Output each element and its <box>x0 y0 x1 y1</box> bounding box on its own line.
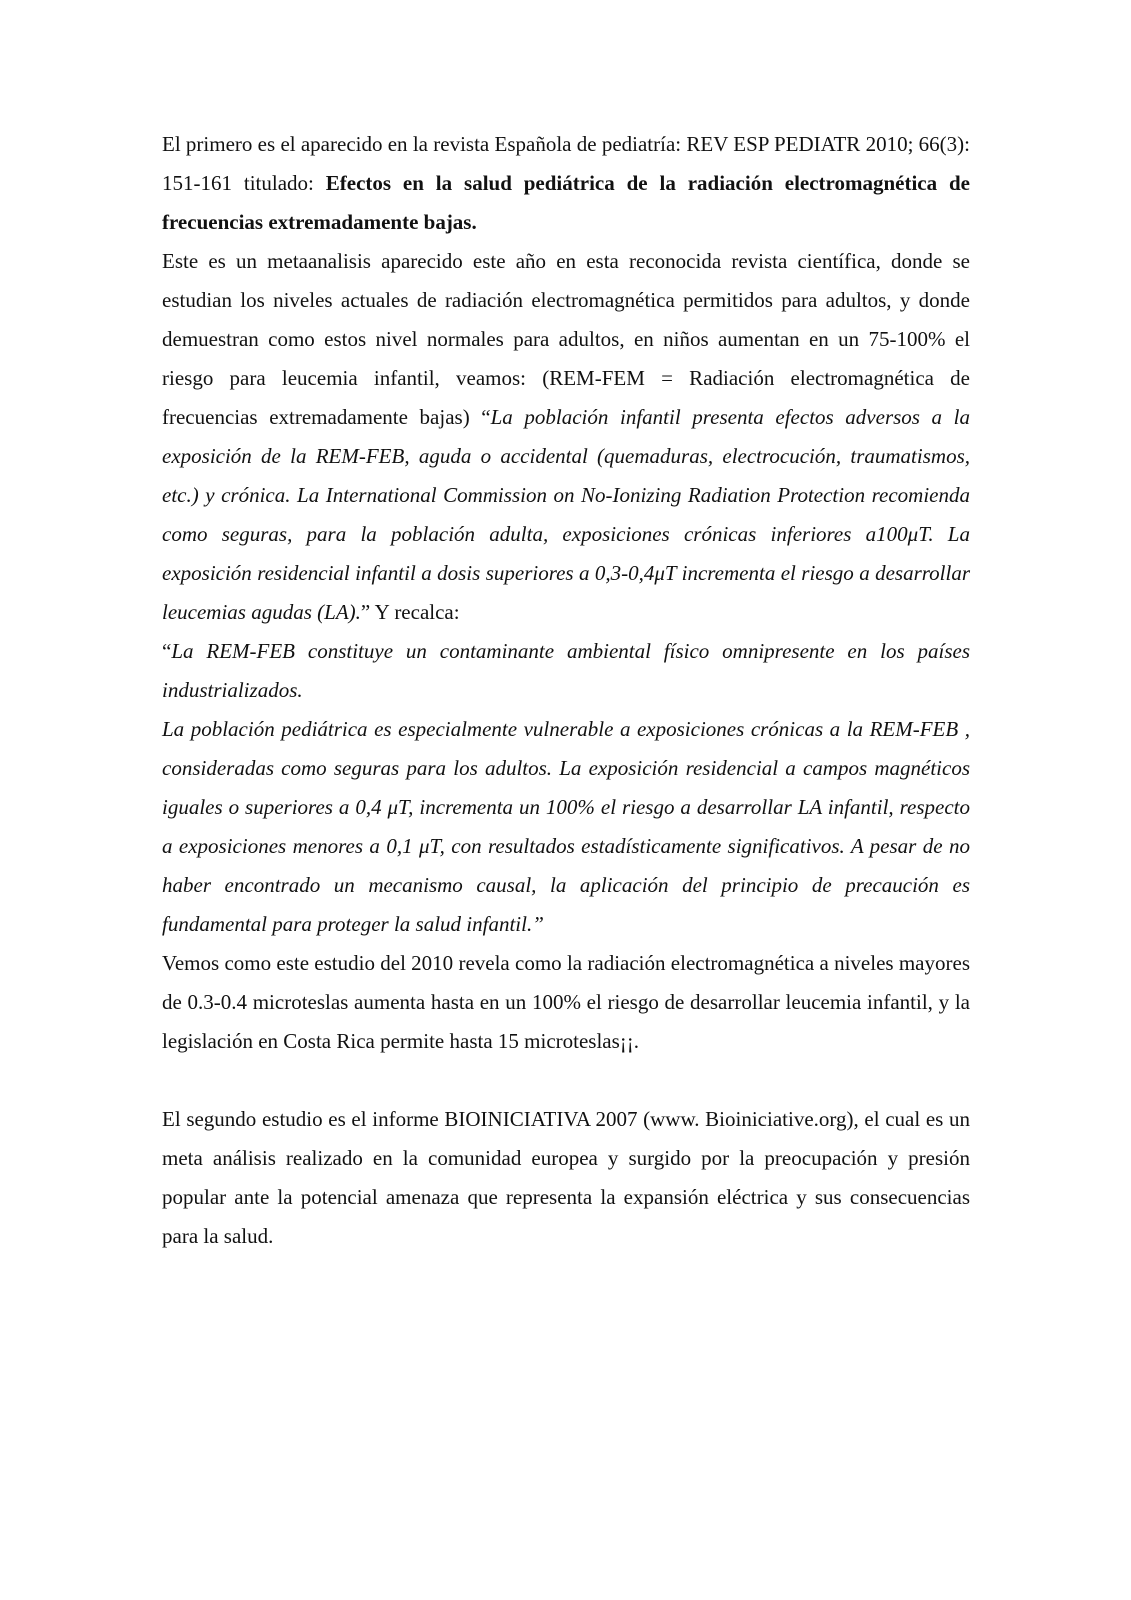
paragraph-study-one-intro <box>162 125 970 242</box>
paragraph-quote-pediatric <box>162 710 970 944</box>
quote-rem-feb-text: La REM-FEB constituye un contaminante ambiental físico omnipresente en los países industrializados. <box>162 639 970 702</box>
study-one-citation: El primero es el aparecido en la revista Española de pediatría: REV ESP PEDIATR 2010; 66(3): 151-161 titulado: <box>162 132 970 195</box>
paragraph-spacer <box>162 1061 970 1100</box>
quote-pediatric-text: La población pediátrica es especialmente vulnerable a exposiciones crónicas a la REM-FEB , consideradas como seguras para los adultos. La exposición residencial a campos magnéticos iguales o superiores a 0,4 μT, incrementa un 100% el riesgo a desarrollar LA infantil, respecto a exposiciones menores a 0,1 μT, con resultados estadísticamente significativos. A pesar de no haber encontrado un mecanismo causal, la aplicación del principio de precaución es fundamental para proteger la salud infantil.” <box>162 717 970 936</box>
paragraph-study-two <box>162 1100 970 1256</box>
metaanalysis-quote: La población infantil presenta efectos adversos a la exposición de la REM-FEB, aguda o accidental (quemaduras, electrocución, traumatismos, etc.) y crónica. La International Commission on No-Ionizing Radiation Protection recomienda como seguras, para la población adulta, exposiciones crónicas inferiores a100μT. La exposición residencial infantil a dosis superiores a 0,3-0,4μT incrementa el riesgo a desarrollar leucemias agudas (LA). <box>162 405 970 624</box>
quote-close-text: ” Y recalca: <box>360 600 460 624</box>
quote-open-mark: “ <box>162 639 172 663</box>
metaanalysis-text: Este es un metaanalisis aparecido este año en esta reconocida revista científica, donde se estudian los niveles actuales de radiación electromagnética permitidos para adultos, y donde demuestran como estos nivel normales para adultos, en niños aumentan en un 75-100% el riesgo para leucemia infantil, veamos: (REM-FEM = Radiación electromagnética de frecuencias extremadamente bajas) <box>162 249 970 429</box>
paragraph-conclusion <box>162 944 970 1061</box>
paragraph-metaanalysis <box>162 242 970 632</box>
paragraph-quote-rem-feb <box>162 632 970 710</box>
study-one-title: Efectos en la salud pediátrica de la radiación electromagnética de frecuencias extremadamente bajas. <box>162 171 970 234</box>
study-two-text: El segundo estudio es el informe BIOINICIATIVA 2007 (www. Bioiniciative.org), el cual es un meta análisis realizado en la comunidad europea y surgido por la preocupación y presión popular ante la potencial amenaza que representa la expansión eléctrica y sus consecuencias para la salud. <box>162 1107 970 1248</box>
quote-open-mark: “ <box>481 405 491 429</box>
conclusion-text: Vemos como este estudio del 2010 revela como la radiación electromagnética a niveles mayores de 0.3-0.4 microteslas aumenta hasta en un 100% el riesgo de desarrollar leucemia infantil, y la legislación en Costa Rica permite hasta 15 microteslas¡¡. <box>162 951 970 1053</box>
document-page <box>162 125 970 1256</box>
